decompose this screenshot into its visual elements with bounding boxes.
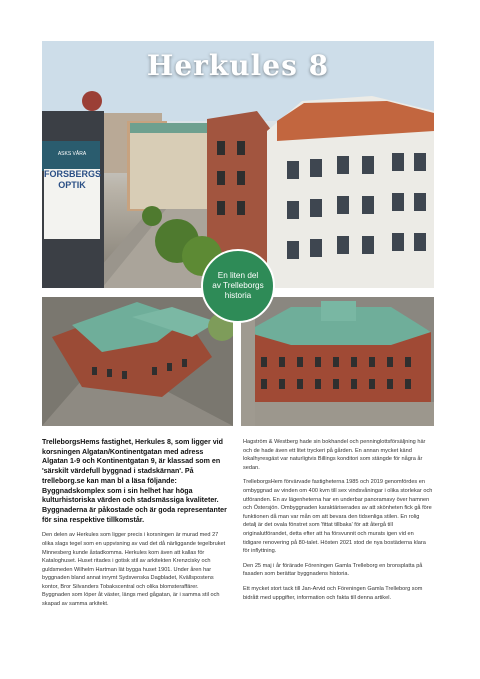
article-paragraph: Ett mycket stort tack till Jan-Arvid och Föreningen Gamla Trelleborg som bidrått med uppgifter, information och fakta till denna artikel. xyxy=(243,585,423,601)
article-lead: TrelleborgsHems fastighet, Herkules 8, som ligger vid korsningen Algatan/Kontinentgatan med adress Algatan 1-9 och Kontinentgatan 9, är klassad som en 'särskilt värdefull byggnad i stadskärnan'. På trelleborg.se kan man bl a läsa följande: Byggnadskomplex som i sin helhet har höga kulturhistoriska värden och stadsmässiga kvaliteter. Byggnaderna är påkostade och är goda representanter för sina respektive tillkomstår. xyxy=(42,438,227,524)
article-column-left xyxy=(42,438,228,615)
aerial-corner-illustration xyxy=(42,297,233,426)
history-badge: En liten del av Trelleborgs historia xyxy=(201,249,275,323)
article-paragraph: Hagström & Westberg hade sin bokhandel och penninglottsförsäljning här och de hade även ett litet tryckeri på gården. En annan mycket känd lokalhyresgäst var naturligtvis Billings konditori som stängde för några år sedan. xyxy=(243,439,426,471)
page-title: Herkules 8 xyxy=(146,49,330,82)
aerial-photo-corner xyxy=(42,297,233,426)
article-paragraph: TrelleborgsHem förvärvade fastigheterna 1985 och 2019 genomfördes en ombyggnad av vinden om 400 kvm till sex vindsvåningar i olika storlekar och utföranden. En av lägenheterna har en underbar panoramavy över hamnen och Östersjön. Ombyggnaden karaktäriserades av att skönheten fick gå före funktionen då man var mån om att bevara den tidsenliga stilen. En rolig detalj är det ovala fönstret som 'fittat tillbaka' för att återgå till originalutförandet, detta efter att ha försvunnit och murats igen vid en tidigare renovering på 80-talet. Hösten 2021 stod de nya bostäderna klara för inflyttning. xyxy=(243,479,433,555)
shop-sign: FORSBERGS OPTIK xyxy=(44,169,102,190)
aerial-photo-facade xyxy=(241,297,434,426)
article-paragraph: Den 25 maj i år förärade Föreningen Gamla Trelleborg en bronsplatta på fasaden som berättar byggnadens historia. xyxy=(243,562,423,578)
article-column-right xyxy=(243,438,433,608)
aerial-facade-illustration xyxy=(241,297,434,426)
article-paragraph: Den delen av Herkules som ligger precis i korsningen är murad med 27 olika slags tegel som en uppvisning av vad det då närliggande tegelbruket Minnesberg kunde åstadkomma. Herkules kom även att kallas för Kataloghuset. Huset ritades i gotisk stil av arkitekten Krenzcisky och guldsmeden Wilhelm Hartman lät bygga huset 1901. Under åren har byggnaden bland annat inrymt Sydsvenska Dagbladet, Kvällspostens kontor, Bror Silvanders Tobakscentral och olika blomsteraffärer. Byggnaden som löper åt väster, längs med gågatan, är i samma stil och skapad av samma arkitekt. xyxy=(42,532,226,608)
small-sign: ASKS VÅRA xyxy=(57,151,87,157)
